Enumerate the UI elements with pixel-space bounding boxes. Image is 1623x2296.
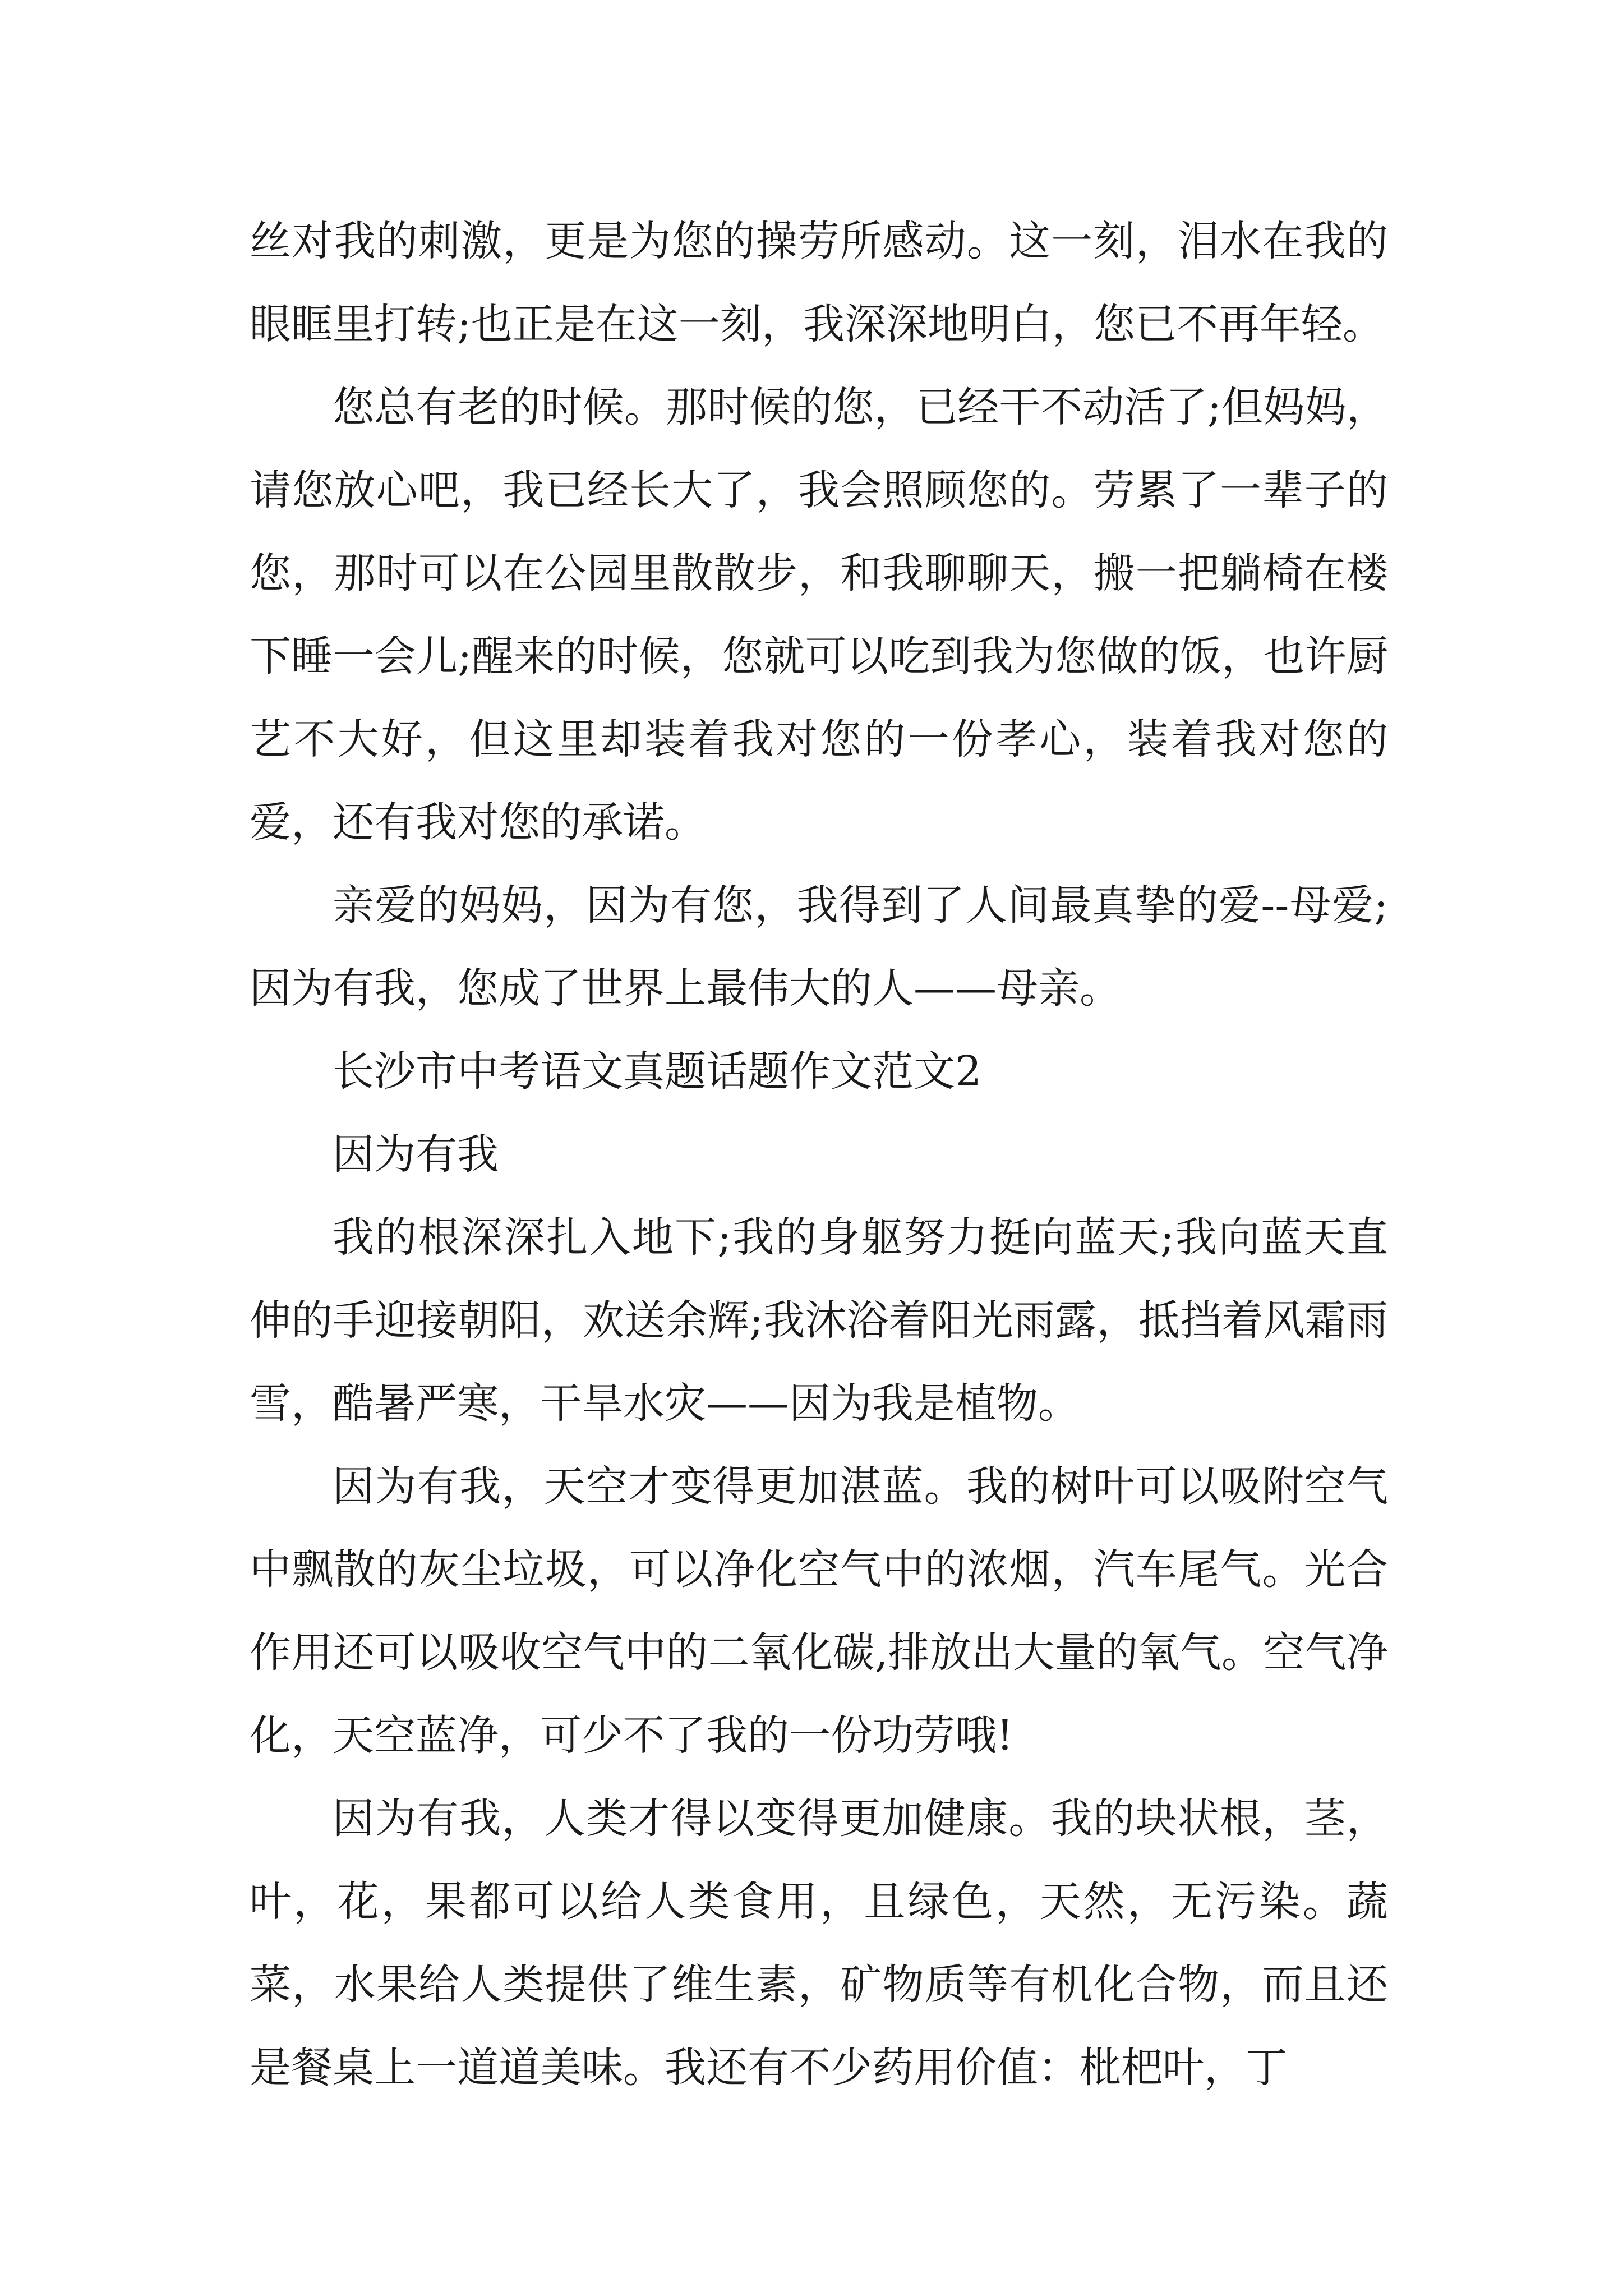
paragraph-3: 亲爱的妈妈，因为有您，我得到了人间最真挚的爱--母爱;因为有我，您成了世界上最伟大的人——母亲。 <box>250 881 1388 1013</box>
paragraph-5: 因为有我，天空才变得更加湛蓝。我的树叶可以吸附空气中飘散的灰尘垃圾，可以净化空气中的浓烟，汽车尾气。光合作用还可以吸收空气中的二氧化碳,排放出大量的氧气。空气净化，天空蓝净，可少不了我的一份功劳哦! <box>250 1462 1388 1760</box>
document-body <box>250 200 1388 2109</box>
paragraph-1: 丝对我的刺激，更是为您的操劳所感动。这一刻，泪水在我的眼眶里打转;也正是在这一刻，我深深地明白，您已不再年轻。 <box>250 217 1388 348</box>
paragraph-6: 因为有我，人类才得以变得更加健康。我的块状根，茎，叶，花，果都可以给人类食用，且绿色，天然，无污染。蔬菜，水果给人类提供了维生素，矿物质等有机化合物，而且还是餐桌上一道道美味。我还有不少药用价值：枇杷叶，丁 <box>250 1795 1388 2092</box>
essay-title: 因为有我 <box>333 1130 499 1179</box>
paragraph-2: 您总有老的时候。那时候的您，已经干不动活了;但妈妈，请您放心吧，我已经长大了，我会照顾您的。劳累了一辈子的您，那时可以在公园里散散步，和我聊聊天，搬一把躺椅在楼下睡一会儿;醒来的时候，您就可以吃到我为您做的饭，也许厨艺不大好，但这里却装着我对您的一份孝心，装着我对您的爱，还有我对您的承诺。 <box>250 383 1388 846</box>
paragraph-4: 我的根深深扎入地下;我的身躯努力挺向蓝天;我向蓝天直伸的手迎接朝阳，欢送余辉;我沐浴着阳光雨露，抵挡着风霜雨雪，酷暑严寒，干旱水灾——因为我是植物。 <box>250 1213 1388 1428</box>
essay-heading: 长沙市中考语文真题话题作文范文2 <box>333 1047 982 1096</box>
